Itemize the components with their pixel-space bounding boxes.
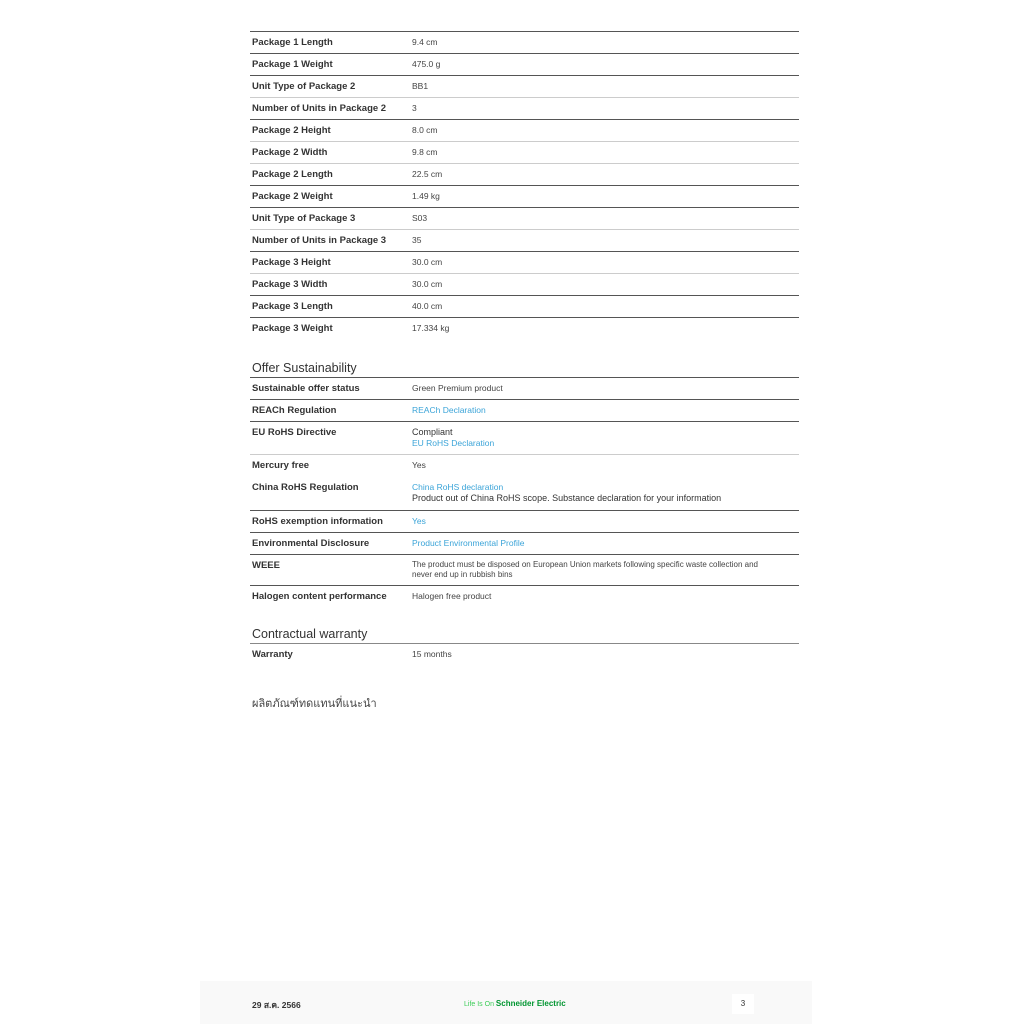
row-label: EU RoHS Directive (252, 427, 337, 438)
table-row (250, 421, 799, 454)
table-row (250, 295, 799, 317)
row-value: Product out of China RoHS scope. Substance declaration for your information (412, 493, 722, 503)
row-value: 15 months (412, 649, 452, 659)
row-label: Sustainable offer status (252, 383, 360, 394)
row-label: Package 1 Length (252, 37, 333, 48)
footer-date: 29 ส.ค. 2566 (252, 1000, 301, 1010)
table-row (250, 273, 799, 295)
row-value: BB1 (412, 81, 429, 91)
row-value: 22.5 cm (412, 169, 443, 179)
table-row (250, 510, 799, 532)
row-label: Mercury free (252, 460, 310, 471)
row-label: RoHS exemption information (252, 516, 383, 527)
page-number: 3 (732, 994, 754, 1014)
table-row (250, 377, 799, 399)
table-row (250, 141, 799, 163)
table-row (250, 53, 799, 75)
row-label: Package 2 Height (252, 125, 331, 136)
table-row (250, 532, 799, 554)
row-label: Package 3 Width (252, 279, 328, 290)
row-label: Package 3 Weight (252, 323, 333, 334)
table-row (250, 75, 799, 97)
row-label: Unit Type of Package 2 (252, 81, 356, 92)
row-label: Number of Units in Package 3 (252, 235, 387, 246)
row-value: Compliant (412, 427, 453, 437)
rohs-exemption-link[interactable]: Yes (412, 516, 426, 526)
row-value: Green Premium product (412, 383, 503, 393)
row-label: WEEE (252, 560, 280, 571)
warranty-table (250, 643, 799, 665)
row-value: S03 (412, 213, 428, 223)
table-row (250, 163, 799, 185)
row-label: Number of Units in Package 2 (252, 103, 387, 114)
row-value: 9.4 cm (412, 37, 438, 47)
table-row (250, 207, 799, 229)
row-label: Halogen content performance (252, 591, 387, 602)
table-row (250, 476, 799, 510)
packaging-table (250, 31, 799, 339)
row-label: Package 1 Weight (252, 59, 333, 70)
table-row (250, 31, 799, 53)
table-row (250, 119, 799, 141)
row-label: Package 2 Weight (252, 191, 333, 202)
row-value: Halogen free product (412, 591, 492, 601)
table-row (250, 185, 799, 207)
environmental-profile-link[interactable]: Product Environmental Profile (412, 538, 525, 548)
table-row (250, 454, 799, 476)
row-label: Package 3 Height (252, 257, 331, 268)
row-value: 3 (412, 103, 417, 113)
row-value: 17.334 kg (412, 323, 450, 333)
row-label: Environmental Disclosure (252, 538, 370, 549)
table-row (250, 643, 799, 665)
section-title-sustainability: Offer Sustainability (252, 361, 357, 375)
row-value: 30.0 cm (412, 257, 443, 267)
row-value: 40.0 cm (412, 301, 443, 311)
row-value: 9.8 cm (412, 147, 438, 157)
table-row (250, 251, 799, 273)
table-row (250, 554, 799, 585)
table-row (250, 585, 799, 607)
row-value: 1.49 kg (412, 191, 440, 201)
row-value: 30.0 cm (412, 279, 443, 289)
table-row (250, 229, 799, 251)
page-footer (200, 981, 812, 1024)
section-title-warranty: Contractual warranty (252, 627, 368, 641)
row-label: REACh Regulation (252, 405, 337, 416)
reach-declaration-link[interactable]: REACh Declaration (412, 405, 486, 415)
table-row (250, 399, 799, 421)
row-label: Warranty (252, 649, 293, 660)
row-label: China RoHS Regulation (252, 482, 359, 493)
row-label: Unit Type of Package 3 (252, 213, 356, 224)
row-value: 35 (412, 235, 422, 245)
row-label: Package 3 Length (252, 301, 333, 312)
row-label: Package 2 Length (252, 169, 333, 180)
schneider-logo: Life Is On Schneider Electric (464, 999, 566, 1008)
row-value: 475.0 g (412, 59, 441, 69)
eu-rohs-declaration-link[interactable]: EU RoHS Declaration (412, 438, 495, 448)
china-rohs-declaration-link[interactable]: China RoHS declaration (412, 482, 504, 492)
row-value: The product must be disposed on European Union markets following specific waste collection and never end up in rubbish bins (412, 560, 758, 579)
row-label: Package 2 Width (252, 147, 328, 158)
table-row (250, 317, 799, 339)
table-row (250, 97, 799, 119)
sustainability-table (250, 377, 799, 607)
row-value: Yes (412, 460, 426, 470)
row-value: 8.0 cm (412, 125, 438, 135)
recommended-replacements-title: ผลิตภัณฑ์ทดแทนที่แนะนำ (252, 697, 377, 710)
